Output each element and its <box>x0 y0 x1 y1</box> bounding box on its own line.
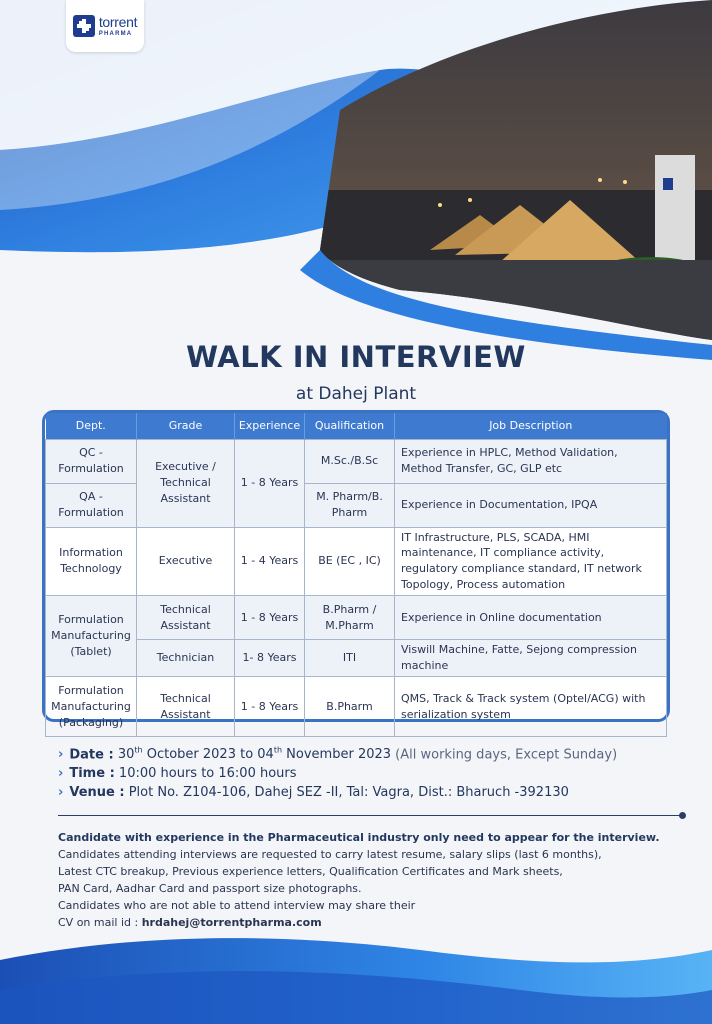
notes-line: Candidate with experience in the Pharmaceutical industry only need to appear for the interview. <box>58 831 660 844</box>
page-subtitle: at Dahej Plant <box>295 384 417 404</box>
table-row <box>46 527 667 596</box>
date-note: (All working days, Except Sunday) <box>395 747 618 763</box>
time-value: 10:00 hours to 16:00 hours <box>118 766 297 781</box>
table-row <box>46 439 667 483</box>
notes-line: Candidates attending interviews are requested to carry latest resume, salary slips (last 6 months), <box>58 848 602 861</box>
notes-line: Latest CTC breakup, Previous experience letters, Qualification Certificates and Mark sheets, <box>58 865 563 878</box>
experience-cell: 1 - 8 Years <box>235 439 305 527</box>
table-row <box>46 677 667 737</box>
grade-cell: Executive <box>137 527 235 596</box>
chevron-right-icon: › <box>58 747 64 763</box>
qualification-cell: M.Sc./B.Sc <box>305 439 395 483</box>
job-description-cell: Experience in Online documentation <box>395 596 667 640</box>
venue-label: Venue : <box>69 785 125 800</box>
qualification-cell: ITI <box>305 640 395 677</box>
torrent-logo-icon <box>73 15 95 37</box>
table-row <box>46 596 667 640</box>
torrent-logo <box>66 0 144 52</box>
experience-cell: 1 - 8 Years <box>235 596 305 640</box>
date-line <box>58 746 617 762</box>
grade-cell: Technician <box>137 640 235 677</box>
divider <box>58 815 682 816</box>
job-description-cell: IT Infrastructure, PLS, SCADA, HMI maintenance, IT compliance activity, regulatory compliance standard, IT network Topology, Process automation <box>395 527 667 596</box>
date-value: 30th October 2023 to 04th November 2023 <box>117 746 392 763</box>
jobs-table <box>42 410 670 729</box>
venue-line <box>58 785 569 800</box>
job-description-cell: Experience in Documentation, IPQA <box>395 483 667 527</box>
time-label: Time : <box>69 766 115 781</box>
dept-cell: Formulation Manufacturing (Packaging) <box>46 677 137 737</box>
dept-cell: Formulation Manufacturing (Tablet) <box>46 596 137 677</box>
grade-cell: Executive / Technical Assistant <box>137 439 235 527</box>
email-link[interactable]: hrdahej@torrentpharma.com <box>141 916 322 929</box>
candidate-notes <box>58 829 678 931</box>
experience-cell: 1 - 8 Years <box>235 677 305 737</box>
notes-line: CV on mail id : hrdahej@torrentpharma.com <box>58 916 322 929</box>
header-grade: Grade <box>137 413 235 439</box>
header-experience: Experience <box>235 413 305 439</box>
chevron-right-icon: › <box>58 766 64 781</box>
qualification-cell: BE (EC , IC) <box>305 527 395 596</box>
header-job-description: Job Description <box>395 413 667 439</box>
qualification-cell: B.Pharm <box>305 677 395 737</box>
header-dept: Dept. <box>46 413 137 439</box>
dept-cell: Information Technology <box>46 527 137 596</box>
table-header <box>46 413 667 439</box>
job-description-cell: Experience in HPLC, Method Validation, Method Transfer, GC, GLP etc <box>395 439 667 483</box>
brand-name: torrent <box>98 14 138 30</box>
brand-sub: PHARMA <box>98 31 133 37</box>
grade-cell: Technical Assistant <box>137 596 235 640</box>
page-title: WALK IN INTERVIEW <box>186 340 526 374</box>
qualification-cell: M. Pharm/B. Pharm <box>305 483 395 527</box>
table-row <box>46 640 667 677</box>
time-line <box>58 766 297 781</box>
dept-cell: QC - Formulation <box>46 439 137 483</box>
job-description-cell: Viswill Machine, Fatte, Sejong compression machine <box>395 640 667 677</box>
qualification-cell: B.Pharm / M.Pharm <box>305 596 395 640</box>
grade-cell: Technical Assistant <box>137 677 235 737</box>
header-qualification: Qualification <box>305 413 395 439</box>
dept-cell: QA - Formulation <box>46 483 137 527</box>
notes-line: Candidates who are not able to attend interview may share their <box>58 899 416 912</box>
experience-cell: 1 - 4 Years <box>235 527 305 596</box>
venue-value: Plot No. Z104-106, Dahej SEZ -II, Tal: Vagra, Dist.: Bharuch -392130 <box>128 785 569 800</box>
experience-cell: 1- 8 Years <box>235 640 305 677</box>
chevron-right-icon: › <box>58 785 64 800</box>
job-description-cell: QMS, Track & Track system (Optel/ACG) with serialization system <box>395 677 667 737</box>
notes-line: PAN Card, Aadhar Card and passport size photographs. <box>58 882 362 895</box>
date-label: Date : <box>69 747 114 763</box>
